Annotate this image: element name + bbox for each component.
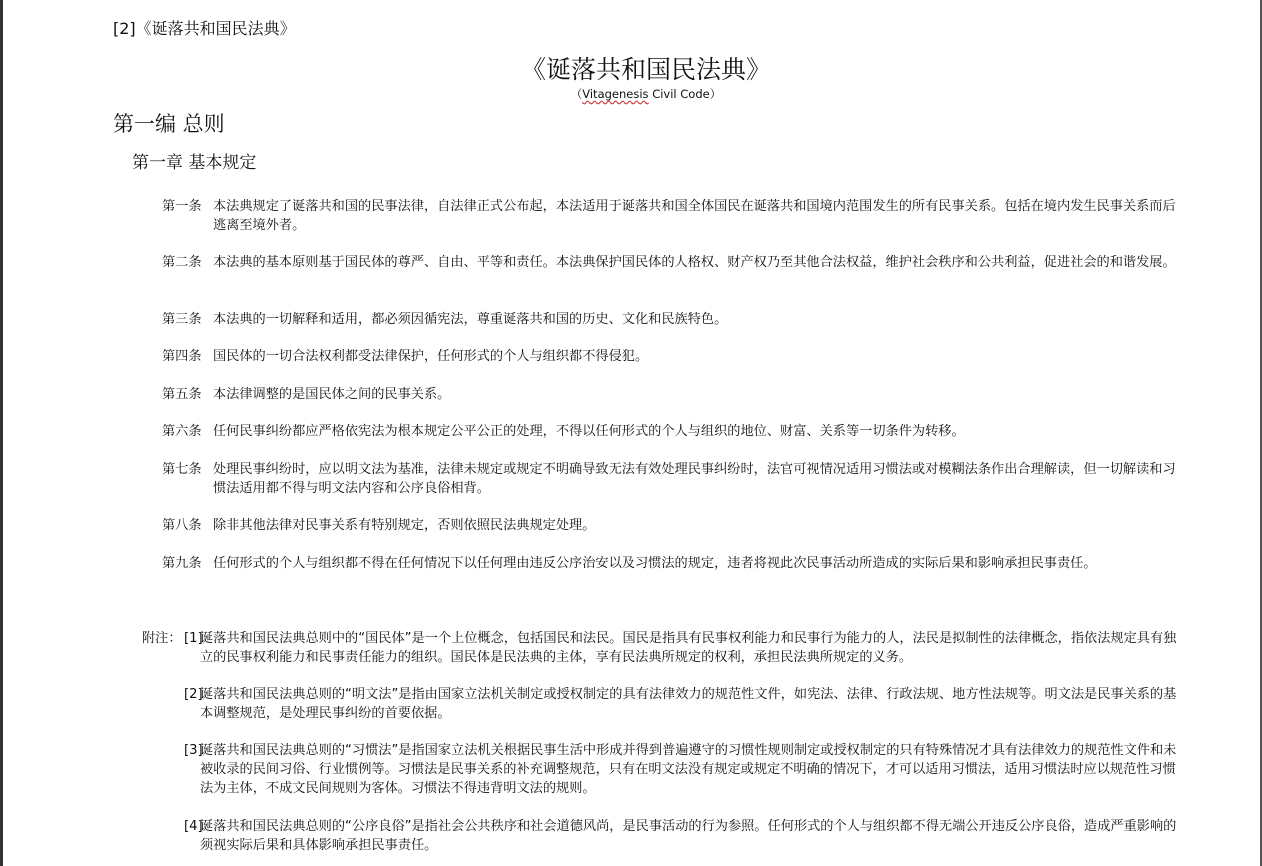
document-subtitle xyxy=(0,86,1262,102)
document-title: 《诞落共和国民法典》 xyxy=(520,55,771,84)
note-text: 诞落共和国民法典总则的“公序良俗”是指社会公共秩序和社会道德风尚，是民事活动的行为参照。任何形式的个人与组织都不得无端公开违反公序良俗，造成严重影响的须视实际后果和具体影响承担民事责任。 xyxy=(200,819,1177,853)
article-text: 国民体的一切合法权利都受法律保护，任何形式的个人与组织都不得侵犯。 xyxy=(213,349,649,364)
article-number: 第一条 xyxy=(162,199,202,214)
note-1 xyxy=(184,629,1184,667)
article-4 xyxy=(162,347,1184,366)
article-5 xyxy=(162,385,1184,404)
article-number: 第九条 xyxy=(162,556,202,571)
chapter-title: 第一章 基本规定 xyxy=(132,153,257,173)
article-number: 第六条 xyxy=(162,424,202,439)
article-number: 第五条 xyxy=(162,387,202,402)
article-6 xyxy=(162,422,1184,441)
article-text: 本法典的一切解释和适用，都必须因循宪法，尊重诞落共和国的历史、文化和民族特色。 xyxy=(213,312,728,327)
note-text: 诞落共和国民法典总则的“明文法”是指由国家立法机关制定或授权制定的具有法律效力的规范性文件，如宪法、法律、行政法规、地方性法规等。明文法是民事关系的基本调整规范，是处理民事纠纷的首要依据。 xyxy=(200,687,1177,721)
note-text: 诞落共和国民法典总则中的“国民体”是一个上位概念，包括国民和法民。国民是指具有民事权利能力和民事行为能力的人，法民是拟制性的法律概念，指依法规定具有独立的民事权利能力和民事责任能力的组织。国民体是民法典的主体，享有民法典所规定的权利，承担民法典所规定的义务。 xyxy=(200,631,1177,665)
note-number: [2] xyxy=(184,687,203,702)
article-2 xyxy=(162,253,1184,272)
article-3 xyxy=(162,310,1184,329)
part-title: 第一编 总则 xyxy=(113,112,225,136)
note-number: [3] xyxy=(184,743,203,758)
article-number: 第二条 xyxy=(162,255,202,270)
article-text: 任何形式的个人与组织都不得在任何情况下以任何理由违反公序治安以及习惯法的规定，违者将视此次民事活动所造成的实际后果和影响承担民事责任。 xyxy=(213,556,1097,571)
article-text: 本法律调整的是国民体之间的民事关系。 xyxy=(213,387,451,402)
page-left-edge xyxy=(0,0,3,866)
article-1 xyxy=(162,197,1184,235)
note-4 xyxy=(184,817,1184,855)
notes-label: 附注： xyxy=(142,631,182,646)
note-number: [4] xyxy=(184,819,203,834)
subtitle-rest: Civil Code xyxy=(648,87,710,101)
subtitle-open-paren: （ xyxy=(570,87,583,101)
article-text: 除非其他法律对民事关系有特别规定，否则依照民法典规定处理。 xyxy=(213,518,596,533)
article-text: 本法典的基本原则基于国民体的尊严、自由、平等和责任。本法典保护国民体的人格权、财产权乃至其他合法权益，维护社会秩序和公共利益，促进社会的和谐发展。 xyxy=(213,255,1176,270)
article-7 xyxy=(162,460,1184,498)
subtitle-close-paren: ） xyxy=(709,87,722,101)
article-8 xyxy=(162,516,1184,535)
article-number: 第七条 xyxy=(162,462,202,477)
note-2 xyxy=(184,685,1184,723)
article-text: 任何民事纠纷都应严格依宪法为根本规定公平公正的处理，不得以任何形式的个人与组织的地位、财富、关系等一切条件为转移。 xyxy=(213,424,965,439)
reference-label: [2]《诞落共和国民法典》 xyxy=(113,19,296,38)
article-text: 本法典规定了诞落共和国的民事法律，自法律正式公布起，本法适用于诞落共和国全体国民在诞落共和国境内范围发生的所有民事关系。包括在境内发生民事关系而后逃离至境外者。 xyxy=(213,199,1176,233)
note-3 xyxy=(184,741,1184,798)
article-text: 处理民事纠纷时，应以明文法为基准，法律未规定或规定不明确导致无法有效处理民事纠纷时，法官可视情况适用习惯法或对模糊法条作出合理解读，但一切解读和习惯法适用都不得与明文法内容和公序良俗相背。 xyxy=(213,462,1176,496)
article-number: 第四条 xyxy=(162,349,202,364)
note-text: 诞落共和国民法典总则的“习惯法”是指国家立法机关根据民事生活中形成并得到普遍遵守的习惯性规则制定或授权制定的只有特殊情况才具有法律效力的规范性文件和未被收录的民间习俗、行业惯例等。习惯法是民事关系的补充调整规范，只有在明文法没有规定或规定不明确的情况下，才可以适用习惯法，适用习惯法时应以规范性习惯法为主体，不成文民间规则为客体。习惯法不得违背明文法的规则。 xyxy=(200,743,1177,796)
article-9 xyxy=(162,554,1184,573)
article-number: 第八条 xyxy=(162,518,202,533)
article-number: 第三条 xyxy=(162,312,202,327)
subtitle-name-misspelled: Vitagenesis xyxy=(582,87,649,101)
note-number: [1] xyxy=(184,631,203,646)
